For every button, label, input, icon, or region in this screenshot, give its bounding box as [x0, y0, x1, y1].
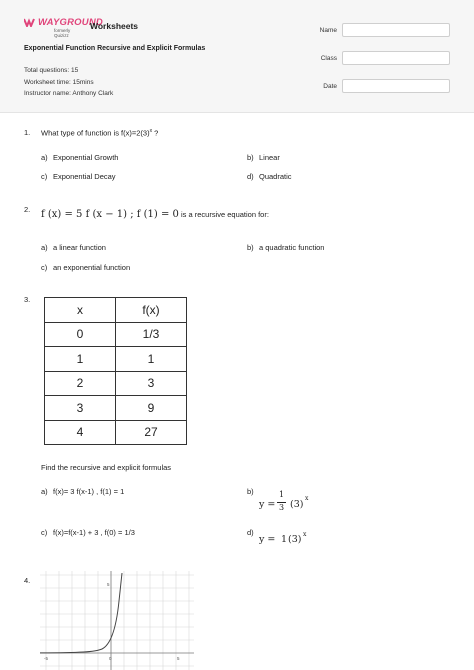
answer-option[interactable]: d) Quadratic: [247, 172, 292, 181]
function-curve: [40, 573, 122, 653]
table-cell: 1: [116, 347, 187, 372]
name-field[interactable]: [342, 23, 450, 37]
answer-option[interactable]: c) an exponential function: [41, 263, 131, 272]
table-cell: 0: [45, 322, 116, 347]
answer-option[interactable]: a) Exponential Growth: [41, 153, 119, 162]
table-row: [45, 371, 187, 396]
answer-option[interactable]: c) Exponential Decay: [41, 172, 116, 181]
brand-name: WAYGROUND: [38, 17, 103, 28]
question-text: f (x) = 5 f (x − 1) ; f (1) = 0 is a recursive equation for:: [41, 209, 269, 220]
tick-label: 5: [177, 656, 180, 661]
table-cell: 1: [45, 347, 116, 372]
tick-label: -5: [44, 656, 49, 661]
table-cell: 3: [45, 396, 116, 421]
explicit-formula-d: y = 1 (3) x: [259, 531, 307, 545]
question-number: 1.: [24, 128, 31, 137]
table-row: [45, 420, 187, 445]
table-row: [45, 396, 187, 421]
worksheet-time: Worksheet time: 15mins: [24, 79, 94, 86]
wayground-logo: [24, 17, 103, 38]
question-number: 2.: [24, 205, 31, 214]
table-cell: 4: [45, 420, 116, 445]
tick-label: 5: [107, 582, 110, 587]
table-header: f(x): [116, 298, 187, 323]
answer-option[interactable]: a) f(x)= 3 f(x-1) , f(1) = 1: [41, 487, 125, 496]
question-text: What type of function is $f(x)=2(3)^x$ ?: [41, 128, 159, 138]
answer-option[interactable]: b) a quadratic function: [247, 243, 325, 252]
total-questions: Total questions: 15: [24, 67, 79, 74]
question-number: 4.: [24, 576, 31, 585]
table-cell: 2: [45, 371, 116, 396]
table-cell: 27: [116, 420, 187, 445]
tick-label: 0: [109, 656, 112, 661]
question-number: 3.: [24, 295, 31, 304]
explicit-formula-b: y = 1 3 (3) x: [259, 490, 309, 512]
answer-option[interactable]: b): [247, 487, 254, 496]
exponential-graph: [40, 571, 194, 670]
table-header-row: [45, 298, 187, 323]
table-cell: 9: [116, 396, 187, 421]
answer-option[interactable]: a) a linear function: [41, 243, 106, 252]
brand-sub: formerly Quizizz: [54, 28, 71, 38]
table-header: x: [45, 298, 116, 323]
date-label: Date: [323, 83, 337, 90]
instructor-name: Instructor name: Anthony Clark: [24, 90, 114, 97]
date-field[interactable]: [342, 79, 450, 93]
name-label: Name: [319, 27, 337, 34]
table-cell: 1/3: [116, 322, 187, 347]
grid-lines: [40, 571, 194, 670]
section-title: Worksheets: [90, 21, 139, 31]
table-cell: 3: [116, 371, 187, 396]
class-field[interactable]: [342, 51, 450, 65]
answer-option[interactable]: c) f(x)=f(x-1) + 3 , f(0) = 1/3: [41, 528, 135, 537]
recursive-equation: f (x) = 5 f (x − 1) ; f (1) = 0: [41, 209, 179, 220]
worksheet-title: Exponential Function Recursive and Explicit Formulas: [24, 45, 206, 52]
logo-mark-icon: [24, 18, 37, 27]
answer-option[interactable]: b) Linear: [247, 153, 280, 162]
worksheet-header: [0, 0, 474, 113]
table-row: [45, 322, 187, 347]
table-row: [45, 347, 187, 372]
function-table: [44, 297, 187, 445]
answer-option[interactable]: d): [247, 528, 254, 537]
class-label: Class: [320, 55, 337, 62]
question-prompt: Find the recursive and explicit formulas: [41, 463, 172, 472]
